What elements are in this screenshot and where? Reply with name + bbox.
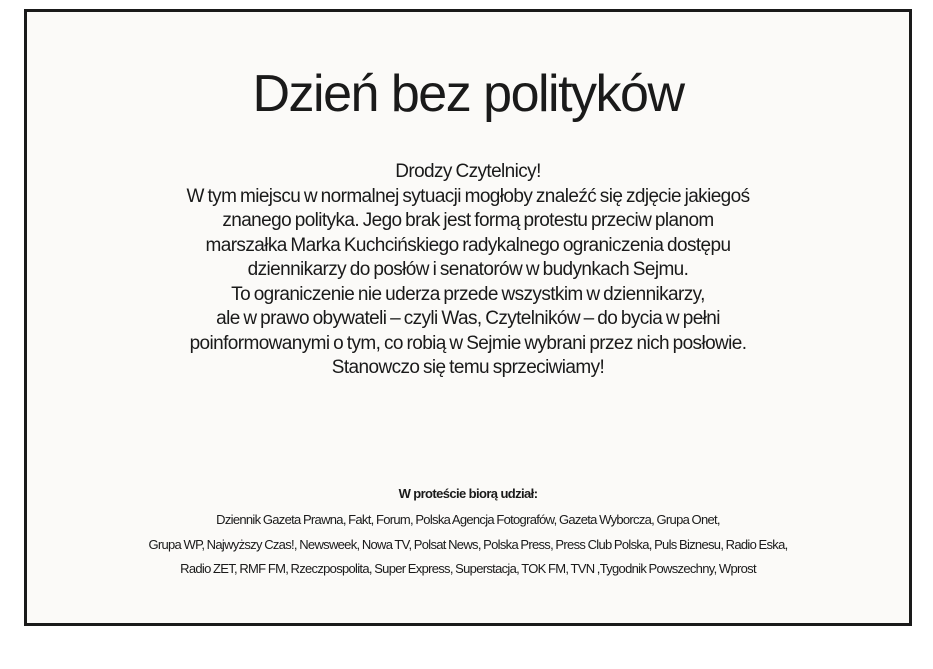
notice-title: Dzień bez polityków xyxy=(252,65,684,123)
participants-list-line: Radio ZET, RMF FM, Rzeczpospolita, Super Express, Superstacja, TOK FM, TVN ,Tygodnik Powszechny, Wprost xyxy=(180,561,756,576)
message-line: To ograniczenie nie uderza przede wszystkim w dziennikarzy, xyxy=(231,283,705,305)
greeting-line: Drodzy Czytelnicy! xyxy=(395,161,541,182)
message-line: ale w prawo obywateli – czyli Was, Czytelników – do bycia w pełni xyxy=(216,308,720,329)
notice-box xyxy=(24,9,912,626)
participants-list-line: Grupa WP, Najwyższy Czas!, Newsweek, Nowa TV, Polsat News, Polska Press, Press Club Polska, Puls Biznesu, Radio Eska, xyxy=(148,536,788,552)
participants-heading: W proteście biorą udział: xyxy=(398,486,538,501)
message-line: dziennikarzy do posłów i senatorów w budynkach Sejmu. xyxy=(247,259,689,280)
message-line: Stanowczo się temu sprzeciwiamy! xyxy=(331,357,605,378)
message-line: W tym miejscu w normalnej sytuacji mogłoby znaleźć się zdjęcie jakiegoś xyxy=(186,185,750,207)
participants-section xyxy=(47,484,889,582)
message-line: marszałka Marka Kuchcińskiego radykalnego ograniczenia dostępu xyxy=(205,234,731,256)
notice-message xyxy=(67,160,869,381)
message-line: znanego polityka. Jego brak jest formą protestu przeciw planom xyxy=(222,210,714,231)
message-line: poinformowanymi o tym, co robią w Sejmie wybrani przez nich posłowie. xyxy=(189,332,747,354)
participants-list-line: Dziennik Gazeta Prawna, Fakt, Forum, Polska Agencja Fotografów, Gazeta Wyborcza, Grupa Onet, xyxy=(216,512,720,527)
